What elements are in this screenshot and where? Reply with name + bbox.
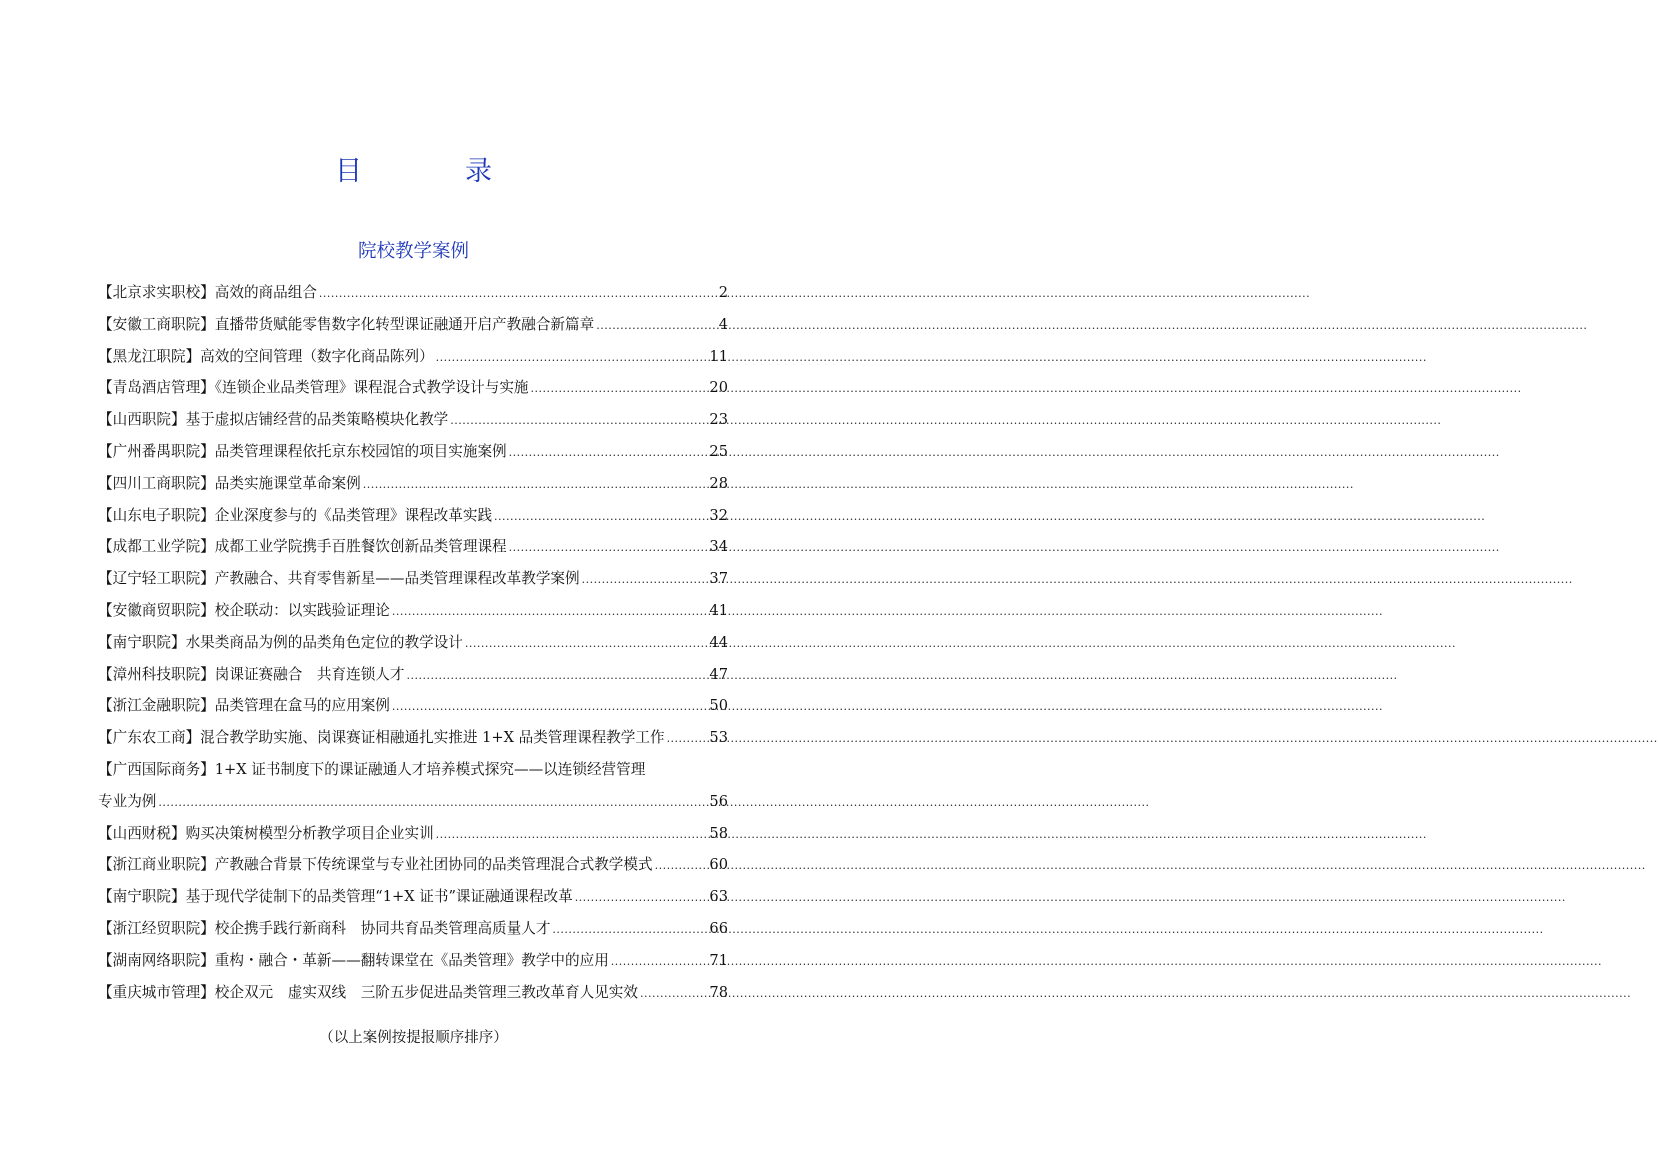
dot-leader: [158, 787, 707, 819]
toc-entry[interactable]: [98, 849, 728, 881]
toc-entry-text: 【北京求实职校】高效的商品组合: [98, 284, 317, 301]
toc-entry[interactable]: [98, 945, 728, 977]
toc-entry-page: 47: [709, 665, 728, 683]
dot-leader: [450, 405, 707, 437]
dot-leader: [392, 596, 708, 628]
dot-leader: [655, 850, 708, 882]
toc-entry-page: 23: [709, 411, 728, 429]
toc-entry-page: 78: [709, 983, 728, 1001]
toc-entry-text: 【成都工业学院】成都工业学院携手百胜餐饮创新品类管理课程: [98, 538, 507, 556]
toc-entry-text: 【四川工商职院】品类实施课堂革命案例: [98, 474, 361, 492]
toc-entry[interactable]: [98, 372, 728, 404]
toc-entry[interactable]: [98, 404, 728, 436]
toc-entry-text: 【浙江商业职院】产教融合背景下传统课堂与专业社团协同的品类管理混合式教学模式: [98, 856, 653, 874]
dot-leader: [363, 469, 708, 501]
toc-entry[interactable]: [98, 659, 728, 691]
dot-leader: [494, 501, 707, 533]
toc-entry-first-line[interactable]: [98, 754, 728, 786]
toc-entry-page: 53: [709, 729, 728, 747]
dot-leader: [611, 946, 708, 978]
toc-entry-text-cont: 专业为例: [98, 792, 157, 810]
toc-entry-continuation[interactable]: [98, 786, 728, 818]
dot-leader: [596, 310, 717, 342]
dot-leader: [640, 978, 707, 1010]
toc-entry[interactable]: [98, 977, 728, 1009]
toc-entry-text: 【安徽工商职院】直播带货赋能零售数字化转型课证融通开启产教融合新篇章: [98, 315, 595, 333]
dot-leader: [509, 437, 708, 469]
toc-entry-page: 66: [709, 919, 728, 937]
toc-entry-page: 71: [709, 951, 728, 969]
toc-entry-page: 28: [709, 474, 728, 492]
toc-title: 目 录: [335, 156, 530, 187]
toc-entry-text: 【重庆城市管理】校企双元 虚实双线 三阶五步促进品类管理三教改革育人见实效: [98, 983, 638, 1001]
toc-entry[interactable]: [98, 881, 728, 913]
toc-entry-text: 【山西财税】购买决策树模型分析教学项目企业实训: [98, 824, 434, 842]
toc-entry-text: 【辽宁轻工职院】产教融合、共育零售新星——品类管理课程改革教学案例: [98, 570, 580, 588]
toc-entry-page: 34: [709, 538, 728, 556]
toc-entry-text: 【山西职院】基于虚拟店铺经营的品类策略模块化教学: [98, 411, 449, 429]
dot-leader: [392, 691, 708, 723]
toc-entry[interactable]: [98, 722, 728, 754]
toc-entry-text: 【南宁职院】水果类商品为例的品类角色定位的教学设计: [98, 633, 463, 651]
dot-leader: [436, 819, 708, 851]
toc-entry[interactable]: [98, 595, 728, 627]
toc-entry-page: 56: [709, 792, 728, 810]
toc-entry[interactable]: [98, 818, 728, 850]
toc-entry-text: 【安徽商贸职院】校企联动：以实践验证理论: [98, 601, 390, 619]
dot-leader: [667, 723, 708, 755]
toc-entry[interactable]: [98, 913, 728, 945]
dot-leader: [465, 628, 708, 660]
toc-list: [98, 277, 728, 1008]
toc-entry-text: 【山东电子职院】企业深度参与的《品类管理》课程改革实践: [98, 506, 493, 524]
toc-entry-text: 【浙江金融职院】品类管理在盒马的应用案例: [98, 697, 390, 715]
toc-entry-page: 41: [709, 601, 728, 619]
toc-entry[interactable]: [98, 627, 728, 659]
dot-leader: [436, 342, 708, 374]
footer-note: （以上案例按提报顺序排序）: [319, 1030, 508, 1046]
toc-entry-page: 25: [709, 442, 728, 460]
toc-entry-page: 37: [709, 570, 728, 588]
dot-leader: [531, 373, 708, 405]
toc-entry[interactable]: [98, 309, 728, 341]
toc-entry[interactable]: [98, 690, 728, 722]
toc-entry-page: 58: [709, 824, 728, 842]
toc-entry-page: 60: [709, 856, 728, 874]
toc-entry[interactable]: [98, 277, 728, 309]
toc-entry-page: 50: [709, 697, 728, 715]
toc-entry[interactable]: [98, 500, 728, 532]
toc-entry-text: 【湖南网络职院】重构・融合・革新——翻转课堂在《品类管理》教学中的应用: [98, 951, 609, 969]
toc-entry-page: 32: [709, 506, 728, 524]
dot-leader: [319, 278, 717, 310]
toc-entry[interactable]: [98, 341, 728, 373]
toc-entry-page: 44: [709, 633, 728, 651]
dot-leader: [406, 660, 707, 692]
toc-entry-page: 2: [718, 284, 728, 301]
toc-entry-text: 【浙江经贸职院】校企携手践行新商科 协同共育品类管理高质量人才: [98, 919, 551, 937]
toc-entry-text: 【广西国际商务】1+X 证书制度下的课证融通人才培养模式探究——以连锁经营管理: [98, 760, 646, 778]
toc-entry-page: 63: [709, 888, 728, 906]
section-title: 院校教学案例: [357, 241, 469, 262]
toc-entry-text: 【黑龙江职院】高效的空间管理（数字化商品陈列）: [98, 347, 434, 365]
toc-entry-text: 【漳州科技职院】岗课证赛融合 共育连锁人才: [98, 665, 405, 683]
toc-entry-text: 【广东农工商】混合教学助实施、岗课赛证相融通扎实推进 1+X 品类管理课程教学工作: [98, 729, 665, 747]
toc-entry[interactable]: [98, 436, 728, 468]
toc-entry[interactable]: [98, 531, 728, 563]
dot-leader: [575, 882, 708, 914]
toc-entry-text: 【青岛酒店管理】《连锁企业品类管理》课程混合式教学设计与实施: [98, 379, 529, 397]
dot-leader: [552, 914, 707, 946]
toc-entry-text: 【南宁职院】基于现代学徒制下的品类管理“1+X 证书”课证融通课程改革: [98, 888, 573, 906]
toc-entry-page: 20: [709, 379, 728, 397]
dot-leader: [582, 564, 708, 596]
dot-leader: [509, 532, 708, 564]
toc-entry-page: 11: [709, 347, 728, 365]
toc-entry-text: 【广州番禺职院】品类管理课程依托京东校园馆的项目实施案例: [98, 442, 507, 460]
toc-entry[interactable]: [98, 468, 728, 500]
toc-entry[interactable]: [98, 563, 728, 595]
toc-entry-page: 4: [718, 315, 728, 333]
